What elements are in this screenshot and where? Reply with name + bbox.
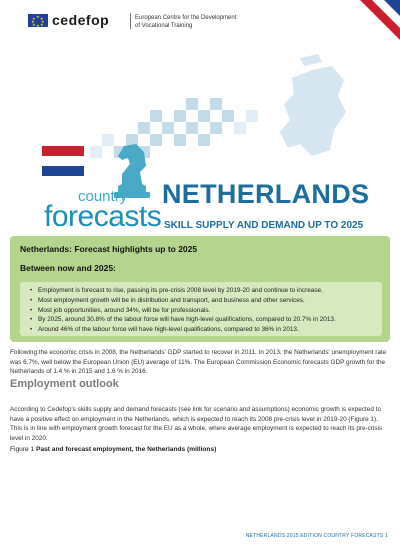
intro-paragraph: Following the economic crisis in 2008, the Netherlands' GDP started to recover in 2011. In 2013, the Netherlands' unemployment rate was 6.7%, well below the European Union (EU) average of 11%. The European Commission Economic forecasts GDP growth for the Netherlands of 1.4 % in 2015 and 1.6 % in 2016. — [10, 349, 387, 376]
figure-caption-text: Past and forecast employment, the Netherlands (millions) — [36, 446, 217, 453]
hero-banner — [0, 40, 400, 233]
list-item: • By 2025, around 30.8% of the labour force will have high-level qualifications, compared to 20.7% in 2013. — [38, 315, 376, 325]
section-heading: Employment outlook — [10, 378, 119, 390]
page-subtitle: SKILL SUPPLY AND DEMAND UP TO 2025 — [164, 220, 364, 231]
list-item: • Around 46% of the labour force will have high-level qualifications, compared to 36% in 2013. — [38, 325, 376, 335]
highlights-heading: Netherlands: Forecast highlights up to 2025 — [20, 244, 198, 254]
highlights-box — [10, 236, 390, 342]
page-title: NETHERLANDS — [162, 179, 370, 209]
netherlands-flag-icon — [42, 146, 84, 176]
country-word: country — [78, 188, 128, 205]
figure-caption — [10, 446, 216, 453]
cedefop-logo: cedefop — [52, 12, 110, 28]
forecasts-word: forecasts — [44, 200, 162, 233]
page-footer: NETHERLANDS 2015 EDITION COUNTRY FORECASTS 1 — [245, 533, 388, 539]
highlights-list — [20, 282, 382, 336]
netherlands-map-icon — [280, 54, 346, 156]
page-header — [0, 0, 400, 40]
list-item: • Employment is forecast to rise, passing its pre-crisis 2008 level by 2019-20 and continue to increase. — [38, 286, 376, 296]
logo-divider — [130, 13, 131, 29]
list-item: • Most job opportunities, around 34%, will be for professionals. — [38, 306, 376, 316]
employment-paragraph: According to Cedefop's skills supply and demand forecasts (see link for scenario and assumptions) economic growth is expected to have a positive effect on employment in the Netherlands, which is expected to reach its 2008 pre-crisis level in 2019-20 (Figure 1). This is in line with employment growth forecast for the EU as a whole, where average employment is expected to reach its pre-crisis level in 2020. — [10, 406, 383, 442]
logo-description — [135, 14, 255, 30]
logo-description-line1: European Centre for the Development — [135, 15, 237, 21]
highlights-subheading: Between now and 2025: — [20, 263, 116, 273]
eu-flag-icon: ★ ★ ★ ★ ★ ★ ★ ★ — [28, 14, 48, 27]
logo-description-line2: of Vocational Training — [135, 23, 193, 29]
figure-label: Figure 1 — [10, 446, 35, 453]
list-item: • Most employment growth will be in distribution and transport, and business and other services. — [38, 296, 376, 306]
